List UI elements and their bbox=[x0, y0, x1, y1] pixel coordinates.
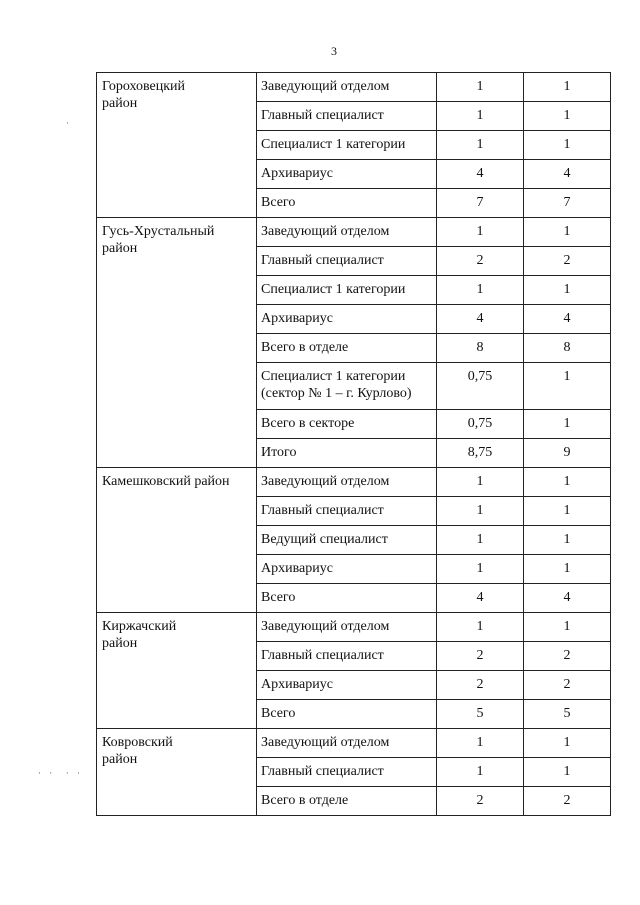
staff-count-new: 1 bbox=[524, 102, 611, 131]
staff-count-current: 1 bbox=[437, 218, 524, 247]
table-row bbox=[97, 73, 611, 102]
staff-count-new: 1 bbox=[524, 73, 611, 102]
district-name: Камешковский район bbox=[97, 468, 257, 613]
staff-count-new: 1 bbox=[524, 729, 611, 758]
position-title: Всего bbox=[257, 189, 437, 218]
position-title: Ведущий специалист bbox=[257, 526, 437, 555]
staff-count-new: 7 bbox=[524, 189, 611, 218]
scan-dot: · bbox=[66, 118, 72, 128]
position-title: Главный специалист bbox=[257, 642, 437, 671]
staff-count-new: 2 bbox=[524, 642, 611, 671]
staff-count-new: 8 bbox=[524, 334, 611, 363]
staff-count-new: 1 bbox=[524, 218, 611, 247]
staff-count-new: 1 bbox=[524, 758, 611, 787]
staff-count-new: 2 bbox=[524, 787, 611, 816]
position-title: Специалист 1 категории (сектор № 1 – г. Курлово) bbox=[257, 363, 437, 410]
staff-count-new: 2 bbox=[524, 247, 611, 276]
district-name: Киржачский район bbox=[97, 613, 257, 729]
position-title: Главный специалист bbox=[257, 758, 437, 787]
scan-dots: · · · · bbox=[38, 768, 83, 778]
position-title: Заведующий отделом bbox=[257, 468, 437, 497]
staff-count-current: 0,75 bbox=[437, 410, 524, 439]
staff-count-new: 1 bbox=[524, 276, 611, 305]
staff-count-current: 2 bbox=[437, 787, 524, 816]
staff-count-new: 2 bbox=[524, 671, 611, 700]
table-row bbox=[97, 218, 611, 247]
staff-count-current: 1 bbox=[437, 102, 524, 131]
staff-count-current: 0,75 bbox=[437, 363, 524, 410]
page-number: 3 bbox=[331, 44, 337, 58]
staff-count-new: 1 bbox=[524, 363, 611, 410]
staff-count-current: 2 bbox=[437, 642, 524, 671]
table-row bbox=[97, 729, 611, 758]
staff-count-current: 4 bbox=[437, 160, 524, 189]
position-title: Архивариус bbox=[257, 160, 437, 189]
position-title: Архивариус bbox=[257, 305, 437, 334]
staff-count-current: 1 bbox=[437, 131, 524, 160]
staff-count-new: 1 bbox=[524, 555, 611, 584]
table-row bbox=[97, 468, 611, 497]
position-title: Главный специалист bbox=[257, 247, 437, 276]
staff-count-current: 1 bbox=[437, 468, 524, 497]
staff-count-current: 5 bbox=[437, 700, 524, 729]
staff-count-new: 9 bbox=[524, 439, 611, 468]
staff-count-new: 4 bbox=[524, 160, 611, 189]
staff-count-new: 1 bbox=[524, 526, 611, 555]
position-title: Специалист 1 категории bbox=[257, 276, 437, 305]
staffing-table bbox=[96, 72, 611, 816]
staff-count-current: 1 bbox=[437, 73, 524, 102]
staff-count-new: 4 bbox=[524, 305, 611, 334]
staff-count-new: 5 bbox=[524, 700, 611, 729]
position-title: Главный специалист bbox=[257, 102, 437, 131]
position-title: Всего bbox=[257, 584, 437, 613]
staff-count-current: 4 bbox=[437, 305, 524, 334]
staff-count-current: 8,75 bbox=[437, 439, 524, 468]
staff-count-current: 8 bbox=[437, 334, 524, 363]
staff-count-current: 4 bbox=[437, 584, 524, 613]
staff-count-new: 1 bbox=[524, 131, 611, 160]
staff-count-new: 1 bbox=[524, 410, 611, 439]
position-title: Архивариус bbox=[257, 671, 437, 700]
staff-count-current: 2 bbox=[437, 247, 524, 276]
position-title: Главный специалист bbox=[257, 497, 437, 526]
staff-count-new: 1 bbox=[524, 468, 611, 497]
staff-count-current: 1 bbox=[437, 276, 524, 305]
position-title: Всего в отделе bbox=[257, 334, 437, 363]
position-title: Заведующий отделом bbox=[257, 613, 437, 642]
position-title: Специалист 1 категории bbox=[257, 131, 437, 160]
position-title: Заведующий отделом bbox=[257, 73, 437, 102]
position-title: Архивариус bbox=[257, 555, 437, 584]
position-title: Всего bbox=[257, 700, 437, 729]
staff-count-current: 1 bbox=[437, 497, 524, 526]
table-row bbox=[97, 613, 611, 642]
staff-count-current: 2 bbox=[437, 671, 524, 700]
position-title: Заведующий отделом bbox=[257, 218, 437, 247]
district-name: Ковровский район bbox=[97, 729, 257, 816]
staff-count-current: 7 bbox=[437, 189, 524, 218]
staff-count-new: 1 bbox=[524, 613, 611, 642]
staffing-table-body bbox=[97, 73, 611, 816]
district-name: Гороховецкий район bbox=[97, 73, 257, 218]
district-name: Гусь-Хрустальный район bbox=[97, 218, 257, 468]
staff-count-current: 1 bbox=[437, 526, 524, 555]
position-title: Всего в отделе bbox=[257, 787, 437, 816]
staff-count-new: 4 bbox=[524, 584, 611, 613]
staff-count-current: 1 bbox=[437, 555, 524, 584]
staff-count-current: 1 bbox=[437, 729, 524, 758]
staff-count-current: 1 bbox=[437, 613, 524, 642]
position-title: Всего в секторе bbox=[257, 410, 437, 439]
staff-count-new: 1 bbox=[524, 497, 611, 526]
staff-count-current: 1 bbox=[437, 758, 524, 787]
position-title: Итого bbox=[257, 439, 437, 468]
position-title: Заведующий отделом bbox=[257, 729, 437, 758]
